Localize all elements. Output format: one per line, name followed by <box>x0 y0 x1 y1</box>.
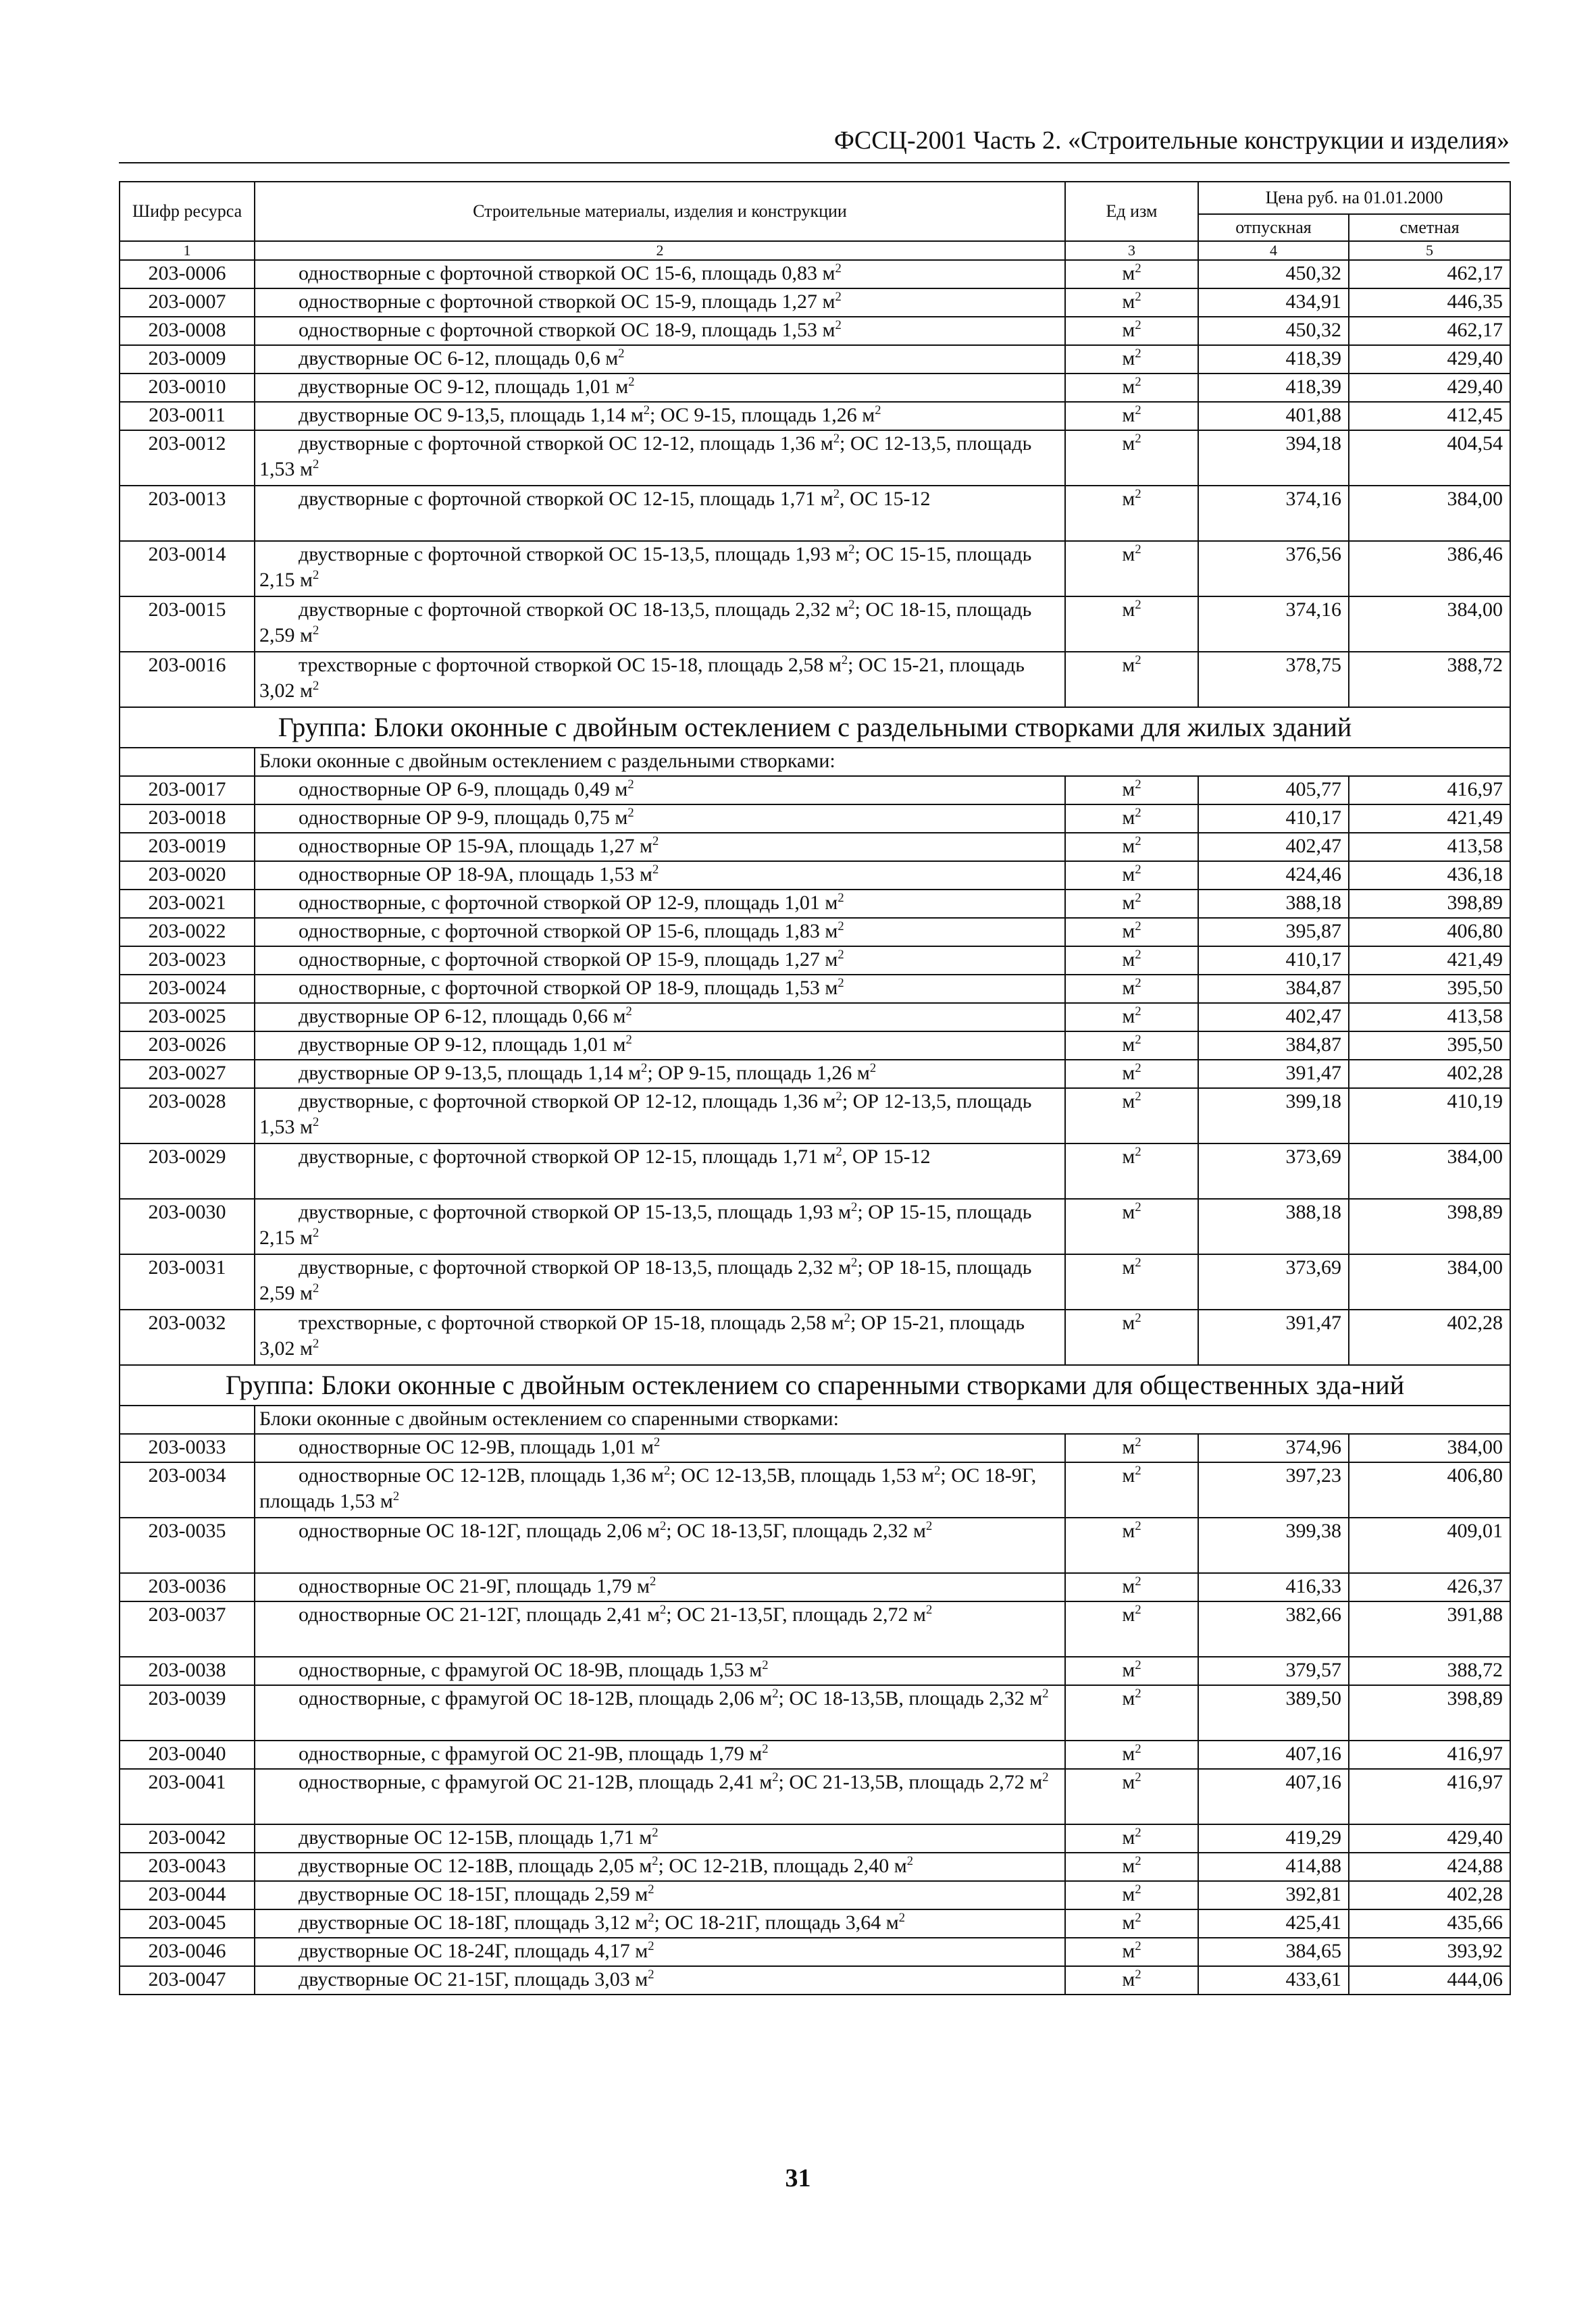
unit-of-measure: $м^2$ <box>1065 374 1198 402</box>
estimate-price: 402,28 <box>1349 1310 1510 1365</box>
estimate-price: 388,72 <box>1349 1657 1510 1685</box>
unit-of-measure: $м^2$ <box>1065 1518 1198 1573</box>
unit-of-measure: $м^2$ <box>1065 430 1198 486</box>
material-description: одностворные, с фрамугой ОС 21-9В, площадь 1,79 $м^2$ <box>255 1741 1065 1769</box>
subgroup-intro: Блоки оконные с двойным остеклением со спаренными створками: <box>255 1406 1510 1434</box>
header-rule <box>119 162 1510 163</box>
material-description: двустворные ОС 6-12, площадь 0,6 $м^2$ <box>255 345 1065 374</box>
subgroup-intro-row <box>120 1406 1510 1434</box>
table-row <box>120 1741 1510 1769</box>
group-title: Группа: Блоки оконные с двойным остеклением со спаренными створками для общественных зда-ний <box>120 1365 1510 1406</box>
material-description: одностворные, с фрамугой ОС 18-12В, площадь 2,06 $м^2$; ОС 18-13,5В, площадь 2,32 $м^2$ <box>255 1685 1065 1741</box>
unit-of-measure: $м^2$ <box>1065 776 1198 804</box>
subgroup-intro: Блоки оконные с двойным остеклением с раздельными створками: <box>255 748 1510 776</box>
release-price: 433,61 <box>1198 1966 1349 1995</box>
resource-code: 203-0038 <box>120 1657 255 1685</box>
unit-of-measure: $м^2$ <box>1065 1031 1198 1060</box>
unit-of-measure: $м^2$ <box>1065 1462 1198 1518</box>
estimate-price: 429,40 <box>1349 1824 1510 1853</box>
estimate-price: 384,00 <box>1349 486 1510 541</box>
table-row <box>120 1657 1510 1685</box>
resource-code: 203-0022 <box>120 918 255 946</box>
material-description: одностворные ОС 21-12Г, площадь 2,41 $м^2$; ОС 21-13,5Г, площадь 2,72 $м^2$ <box>255 1601 1065 1657</box>
material-description: двустворные с форточной створкой ОС 12-15, площадь 1,71 $м^2$, ОС 15-12 <box>255 486 1065 541</box>
table-row <box>120 1254 1510 1310</box>
material-description: одностворные с форточной створкой ОС 15-9, площадь 1,27 $м^2$ <box>255 288 1065 317</box>
table-row <box>120 1824 1510 1853</box>
release-price: 434,91 <box>1198 288 1349 317</box>
release-price: 384,65 <box>1198 1938 1349 1966</box>
estimate-price: 462,17 <box>1349 317 1510 345</box>
subgroup-intro-row <box>120 748 1510 776</box>
unit-of-measure: $м^2$ <box>1065 402 1198 430</box>
unit-of-measure: $м^2$ <box>1065 1199 1198 1254</box>
release-price: 373,69 <box>1198 1143 1349 1199</box>
release-price: 399,18 <box>1198 1088 1349 1143</box>
material-description: одностворные ОР 15-9А, площадь 1,27 $м^2$ <box>255 833 1065 861</box>
unit-of-measure: $м^2$ <box>1065 1909 1198 1938</box>
estimate-price: 386,46 <box>1349 541 1510 596</box>
resource-code: 203-0014 <box>120 541 255 596</box>
resource-code: 203-0034 <box>120 1462 255 1518</box>
table-row <box>120 260 1510 288</box>
resource-code: 203-0043 <box>120 1853 255 1881</box>
material-description: одностворные, с форточной створкой ОР 18-9, площадь 1,53 $м^2$ <box>255 975 1065 1003</box>
estimate-price: 384,00 <box>1349 596 1510 652</box>
material-description: двустворные с форточной створкой ОС 15-13,5, площадь 1,93 $м^2$; ОС 15-15, площадь 2,15 $м^2$ <box>255 541 1065 596</box>
material-description: двустворные ОС 18-24Г, площадь 4,17 $м^2$ <box>255 1938 1065 1966</box>
resource-code: 203-0027 <box>120 1060 255 1088</box>
resource-code: 203-0025 <box>120 1003 255 1031</box>
resource-code: 203-0036 <box>120 1573 255 1601</box>
release-price: 394,18 <box>1198 430 1349 486</box>
table-row <box>120 430 1510 486</box>
table-row <box>120 541 1510 596</box>
material-description: одностворные, с фрамугой ОС 18-9В, площадь 1,53 $м^2$ <box>255 1657 1065 1685</box>
resource-code: 203-0031 <box>120 1254 255 1310</box>
table-row <box>120 1003 1510 1031</box>
material-description: трехстворные, с форточной створкой ОР 15-18, площадь 2,58 $м^2$; ОР 15-21, площадь 3,02 $м^2$ <box>255 1310 1065 1365</box>
table-row <box>120 1966 1510 1995</box>
resource-code: 203-0009 <box>120 345 255 374</box>
resource-code: 203-0039 <box>120 1685 255 1741</box>
empty-cell <box>120 748 255 776</box>
unit-of-measure: $м^2$ <box>1065 541 1198 596</box>
unit-of-measure: $м^2$ <box>1065 946 1198 975</box>
col-header-unit: Ед изм <box>1065 182 1198 241</box>
resource-code: 203-0016 <box>120 652 255 707</box>
release-price: 405,77 <box>1198 776 1349 804</box>
estimate-price: 398,89 <box>1349 1685 1510 1741</box>
release-price: 391,47 <box>1198 1310 1349 1365</box>
unit-of-measure: $м^2$ <box>1065 317 1198 345</box>
material-description: двустворные ОС 18-18Г, площадь 3,12 $м^2$; ОС 18-21Г, площадь 3,64 $м^2$ <box>255 1909 1065 1938</box>
material-description: двустворные ОС 18-15Г, площадь 2,59 $м^2$ <box>255 1881 1065 1909</box>
release-price: 392,81 <box>1198 1881 1349 1909</box>
table-row <box>120 1938 1510 1966</box>
material-description: одностворные с форточной створкой ОС 15-6, площадь 0,83 $м^2$ <box>255 260 1065 288</box>
table-row <box>120 975 1510 1003</box>
unit-of-measure: $м^2$ <box>1065 975 1198 1003</box>
col-number: 3 <box>1065 241 1198 260</box>
estimate-price: 398,89 <box>1349 1199 1510 1254</box>
table-row <box>120 890 1510 918</box>
unit-of-measure: $м^2$ <box>1065 1573 1198 1601</box>
price-table <box>119 181 1511 1995</box>
table-row <box>120 317 1510 345</box>
material-description: двустворные с форточной створкой ОС 18-13,5, площадь 2,32 $м^2$; ОС 18-15, площадь 2,59 $м^2$ <box>255 596 1065 652</box>
resource-code: 203-0021 <box>120 890 255 918</box>
release-price: 384,87 <box>1198 1031 1349 1060</box>
unit-of-measure: $м^2$ <box>1065 1601 1198 1657</box>
table-row <box>120 918 1510 946</box>
release-price: 410,17 <box>1198 804 1349 833</box>
running-header: ФССЦ-2001 Часть 2. «Строительные конструкции и изделия» <box>833 126 1510 155</box>
material-description: двустворные ОР 9-13,5, площадь 1,14 $м^2$; ОР 9-15, площадь 1,26 $м^2$ <box>255 1060 1065 1088</box>
estimate-price: 406,80 <box>1349 1462 1510 1518</box>
table-row <box>120 1909 1510 1938</box>
table-row <box>120 1685 1510 1741</box>
estimate-price: 429,40 <box>1349 345 1510 374</box>
table-row <box>120 1462 1510 1518</box>
table-row <box>120 1143 1510 1199</box>
table-row <box>120 486 1510 541</box>
release-price: 399,38 <box>1198 1518 1349 1573</box>
unit-of-measure: $м^2$ <box>1065 1966 1198 1995</box>
estimate-price: 429,40 <box>1349 374 1510 402</box>
resource-code: 203-0006 <box>120 260 255 288</box>
col-number: 2 <box>255 241 1065 260</box>
material-description: одностворные ОС 18-12Г, площадь 2,06 $м^2$; ОС 18-13,5Г, площадь 2,32 $м^2$ <box>255 1518 1065 1573</box>
estimate-price: 435,66 <box>1349 1909 1510 1938</box>
estimate-price: 384,00 <box>1349 1143 1510 1199</box>
empty-cell <box>120 1406 255 1434</box>
estimate-price: 404,54 <box>1349 430 1510 486</box>
col-header-code: Шифр ресурса <box>120 182 255 241</box>
unit-of-measure: $м^2$ <box>1065 1741 1198 1769</box>
resource-code: 203-0033 <box>120 1434 255 1462</box>
release-price: 397,23 <box>1198 1462 1349 1518</box>
col-number: 5 <box>1349 241 1510 260</box>
release-price: 401,88 <box>1198 402 1349 430</box>
unit-of-measure: $м^2$ <box>1065 1310 1198 1365</box>
release-price: 407,16 <box>1198 1741 1349 1769</box>
estimate-price: 421,49 <box>1349 946 1510 975</box>
release-price: 373,69 <box>1198 1254 1349 1310</box>
resource-code: 203-0019 <box>120 833 255 861</box>
resource-code: 203-0026 <box>120 1031 255 1060</box>
col-number: 4 <box>1198 241 1349 260</box>
unit-of-measure: $м^2$ <box>1065 345 1198 374</box>
estimate-price: 436,18 <box>1349 861 1510 890</box>
material-description: двустворные ОС 9-12, площадь 1,01 $м^2$ <box>255 374 1065 402</box>
unit-of-measure: $м^2$ <box>1065 1143 1198 1199</box>
estimate-price: 416,97 <box>1349 1769 1510 1824</box>
unit-of-measure: $м^2$ <box>1065 1254 1198 1310</box>
release-price: 419,29 <box>1198 1824 1349 1853</box>
release-price: 402,47 <box>1198 833 1349 861</box>
estimate-price: 426,37 <box>1349 1573 1510 1601</box>
material-description: двустворные, с форточной створкой ОР 15-13,5, площадь 1,93 $м^2$; ОР 15-15, площадь 2,15 $м^2$ <box>255 1199 1065 1254</box>
estimate-price: 444,06 <box>1349 1966 1510 1995</box>
material-description: двустворные ОС 12-18В, площадь 2,05 $м^2$; ОС 12-21В, площадь 2,40 $м^2$ <box>255 1853 1065 1881</box>
release-price: 416,33 <box>1198 1573 1349 1601</box>
unit-of-measure: $м^2$ <box>1065 260 1198 288</box>
table-row <box>120 345 1510 374</box>
estimate-price: 402,28 <box>1349 1060 1510 1088</box>
unit-of-measure: $м^2$ <box>1065 1060 1198 1088</box>
estimate-price: 395,50 <box>1349 975 1510 1003</box>
resource-code: 203-0008 <box>120 317 255 345</box>
unit-of-measure: $м^2$ <box>1065 1003 1198 1031</box>
page-number: 31 <box>785 2164 811 2192</box>
release-price: 410,17 <box>1198 946 1349 975</box>
estimate-price: 384,00 <box>1349 1434 1510 1462</box>
table-body <box>120 260 1510 1995</box>
release-price: 378,75 <box>1198 652 1349 707</box>
release-price: 418,39 <box>1198 345 1349 374</box>
release-price: 395,87 <box>1198 918 1349 946</box>
resource-code: 203-0030 <box>120 1199 255 1254</box>
material-description: двустворные ОС 21-15Г, площадь 3,03 $м^2$ <box>255 1966 1065 1995</box>
col-header-estimate-price: сметная <box>1349 214 1510 241</box>
estimate-price: 402,28 <box>1349 1881 1510 1909</box>
estimate-price: 412,45 <box>1349 402 1510 430</box>
resource-code: 203-0037 <box>120 1601 255 1657</box>
material-description: одностворные с форточной створкой ОС 18-9, площадь 1,53 $м^2$ <box>255 317 1065 345</box>
table-row <box>120 1853 1510 1881</box>
unit-of-measure: $м^2$ <box>1065 1434 1198 1462</box>
material-description: двустворные, с форточной створкой ОР 12-12, площадь 1,36 $м^2$; ОР 12-13,5, площадь 1,53 $м^2$ <box>255 1088 1065 1143</box>
resource-code: 203-0020 <box>120 861 255 890</box>
estimate-price: 384,00 <box>1349 1254 1510 1310</box>
unit-of-measure: $м^2$ <box>1065 652 1198 707</box>
table-row <box>120 861 1510 890</box>
unit-of-measure: $м^2$ <box>1065 833 1198 861</box>
table-row <box>120 1518 1510 1573</box>
resource-code: 203-0012 <box>120 430 255 486</box>
material-description: трехстворные с форточной створкой ОС 15-18, площадь 2,58 $м^2$; ОС 15-21, площадь 3,02 $м^2$ <box>255 652 1065 707</box>
table-row <box>120 1310 1510 1365</box>
estimate-price: 398,89 <box>1349 890 1510 918</box>
material-description: двустворные ОС 9-13,5, площадь 1,14 $м^2$; ОС 9-15, площадь 1,26 $м^2$ <box>255 402 1065 430</box>
release-price: 382,66 <box>1198 1601 1349 1657</box>
resource-code: 203-0011 <box>120 402 255 430</box>
resource-code: 203-0045 <box>120 1909 255 1938</box>
resource-code: 203-0047 <box>120 1966 255 1995</box>
table-row <box>120 1088 1510 1143</box>
release-price: 389,50 <box>1198 1685 1349 1741</box>
material-description: одностворные, с форточной створкой ОР 15-6, площадь 1,83 $м^2$ <box>255 918 1065 946</box>
resource-code: 203-0023 <box>120 946 255 975</box>
unit-of-measure: $м^2$ <box>1065 1769 1198 1824</box>
material-description: двустворные, с форточной створкой ОР 18-13,5, площадь 2,32 $м^2$; ОР 18-15, площадь 2,59 $м^2$ <box>255 1254 1065 1310</box>
unit-of-measure: $м^2$ <box>1065 486 1198 541</box>
unit-of-measure: $м^2$ <box>1065 1824 1198 1853</box>
table-row <box>120 596 1510 652</box>
resource-code: 203-0032 <box>120 1310 255 1365</box>
material-description: одностворные, с фрамугой ОС 21-12В, площадь 2,41 $м^2$; ОС 21-13,5В, площадь 2,72 $м^2$ <box>255 1769 1065 1824</box>
unit-of-measure: $м^2$ <box>1065 1685 1198 1741</box>
table-row <box>120 833 1510 861</box>
table-row <box>120 288 1510 317</box>
release-price: 450,32 <box>1198 260 1349 288</box>
unit-of-measure: $м^2$ <box>1065 918 1198 946</box>
unit-of-measure: $м^2$ <box>1065 1657 1198 1685</box>
release-price: 388,18 <box>1198 890 1349 918</box>
col-header-price-group: Цена руб. на 01.01.2000 <box>1198 182 1510 214</box>
unit-of-measure: $м^2$ <box>1065 1881 1198 1909</box>
release-price: 391,47 <box>1198 1060 1349 1088</box>
table-row <box>120 1434 1510 1462</box>
table-row <box>120 652 1510 707</box>
table-row <box>120 946 1510 975</box>
resource-code: 203-0013 <box>120 486 255 541</box>
material-description: одностворные ОР 18-9А, площадь 1,53 $м^2$ <box>255 861 1065 890</box>
estimate-price: 413,58 <box>1349 833 1510 861</box>
table-row <box>120 1881 1510 1909</box>
group-header-row <box>120 1365 1510 1406</box>
resource-code: 203-0010 <box>120 374 255 402</box>
resource-code: 203-0046 <box>120 1938 255 1966</box>
col-number: 1 <box>120 241 255 260</box>
table-row <box>120 374 1510 402</box>
table-row <box>120 402 1510 430</box>
release-price: 450,32 <box>1198 317 1349 345</box>
table-row <box>120 1060 1510 1088</box>
unit-of-measure: $м^2$ <box>1065 288 1198 317</box>
release-price: 388,18 <box>1198 1199 1349 1254</box>
estimate-price: 393,92 <box>1349 1938 1510 1966</box>
material-description: двустворные с форточной створкой ОС 12-12, площадь 1,36 $м^2$; ОС 12-13,5, площадь 1,53 $м^2$ <box>255 430 1065 486</box>
material-description: одностворные ОР 9-9, площадь 0,75 $м^2$ <box>255 804 1065 833</box>
estimate-price: 462,17 <box>1349 260 1510 288</box>
material-description: одностворные ОР 6-9, площадь 0,49 $м^2$ <box>255 776 1065 804</box>
group-header-row <box>120 707 1510 748</box>
estimate-price: 413,58 <box>1349 1003 1510 1031</box>
release-price: 376,56 <box>1198 541 1349 596</box>
release-price: 425,41 <box>1198 1909 1349 1938</box>
estimate-price: 416,97 <box>1349 776 1510 804</box>
unit-of-measure: $м^2$ <box>1065 1088 1198 1143</box>
resource-code: 203-0024 <box>120 975 255 1003</box>
resource-code: 203-0040 <box>120 1741 255 1769</box>
release-price: 374,16 <box>1198 596 1349 652</box>
table-row <box>120 1769 1510 1824</box>
resource-code: 203-0041 <box>120 1769 255 1824</box>
release-price: 374,96 <box>1198 1434 1349 1462</box>
table-row <box>120 776 1510 804</box>
material-description: одностворные ОС 12-12В, площадь 1,36 $м^2$; ОС 12-13,5В, площадь 1,53 $м^2$; ОС 18-9Г, площадь 1,53 $м^2$ <box>255 1462 1065 1518</box>
material-description: одностворные, с форточной створкой ОР 15-9, площадь 1,27 $м^2$ <box>255 946 1065 975</box>
material-description: двустворные, с форточной створкой ОР 12-15, площадь 1,71 $м^2$, ОР 15-12 <box>255 1143 1065 1199</box>
resource-code: 203-0028 <box>120 1088 255 1143</box>
material-description: двустворные ОР 6-12, площадь 0,66 $м^2$ <box>255 1003 1065 1031</box>
unit-of-measure: $м^2$ <box>1065 861 1198 890</box>
estimate-price: 409,01 <box>1349 1518 1510 1573</box>
estimate-price: 410,19 <box>1349 1088 1510 1143</box>
table-row <box>120 1573 1510 1601</box>
material-description: одностворные ОС 21-9Г, площадь 1,79 $м^2$ <box>255 1573 1065 1601</box>
release-price: 384,87 <box>1198 975 1349 1003</box>
unit-of-measure: $м^2$ <box>1065 804 1198 833</box>
resource-code: 203-0007 <box>120 288 255 317</box>
col-header-release-price: отпускная <box>1198 214 1349 241</box>
release-price: 418,39 <box>1198 374 1349 402</box>
release-price: 374,16 <box>1198 486 1349 541</box>
estimate-price: 395,50 <box>1349 1031 1510 1060</box>
release-price: 414,88 <box>1198 1853 1349 1881</box>
resource-code: 203-0035 <box>120 1518 255 1573</box>
unit-of-measure: $м^2$ <box>1065 1938 1198 1966</box>
resource-code: 203-0029 <box>120 1143 255 1199</box>
estimate-price: 424,88 <box>1349 1853 1510 1881</box>
estimate-price: 388,72 <box>1349 652 1510 707</box>
release-price: 407,16 <box>1198 1769 1349 1824</box>
table-row <box>120 1199 1510 1254</box>
col-header-materials: Строительные материалы, изделия и конструкции <box>255 182 1065 241</box>
estimate-price: 416,97 <box>1349 1741 1510 1769</box>
release-price: 424,46 <box>1198 861 1349 890</box>
material-description: двустворные ОС 12-15В, площадь 1,71 $м^2$ <box>255 1824 1065 1853</box>
estimate-price: 421,49 <box>1349 804 1510 833</box>
group-title: Группа: Блоки оконные с двойным остеклением с раздельными створками для жилых зданий <box>120 707 1510 748</box>
resource-code: 203-0015 <box>120 596 255 652</box>
resource-code: 203-0017 <box>120 776 255 804</box>
table-row <box>120 1601 1510 1657</box>
unit-of-measure: $м^2$ <box>1065 596 1198 652</box>
table-row <box>120 1031 1510 1060</box>
release-price: 402,47 <box>1198 1003 1349 1031</box>
unit-of-measure: $м^2$ <box>1065 890 1198 918</box>
material-description: одностворные, с форточной створкой ОР 12-9, площадь 1,01 $м^2$ <box>255 890 1065 918</box>
release-price: 379,57 <box>1198 1657 1349 1685</box>
estimate-price: 446,35 <box>1349 288 1510 317</box>
material-description: одностворные ОС 12-9В, площадь 1,01 $м^2$ <box>255 1434 1065 1462</box>
estimate-price: 406,80 <box>1349 918 1510 946</box>
resource-code: 203-0042 <box>120 1824 255 1853</box>
unit-of-measure: $м^2$ <box>1065 1853 1198 1881</box>
material-description: двустворные ОР 9-12, площадь 1,01 $м^2$ <box>255 1031 1065 1060</box>
table-row <box>120 804 1510 833</box>
estimate-price: 391,88 <box>1349 1601 1510 1657</box>
resource-code: 203-0018 <box>120 804 255 833</box>
resource-code: 203-0044 <box>120 1881 255 1909</box>
